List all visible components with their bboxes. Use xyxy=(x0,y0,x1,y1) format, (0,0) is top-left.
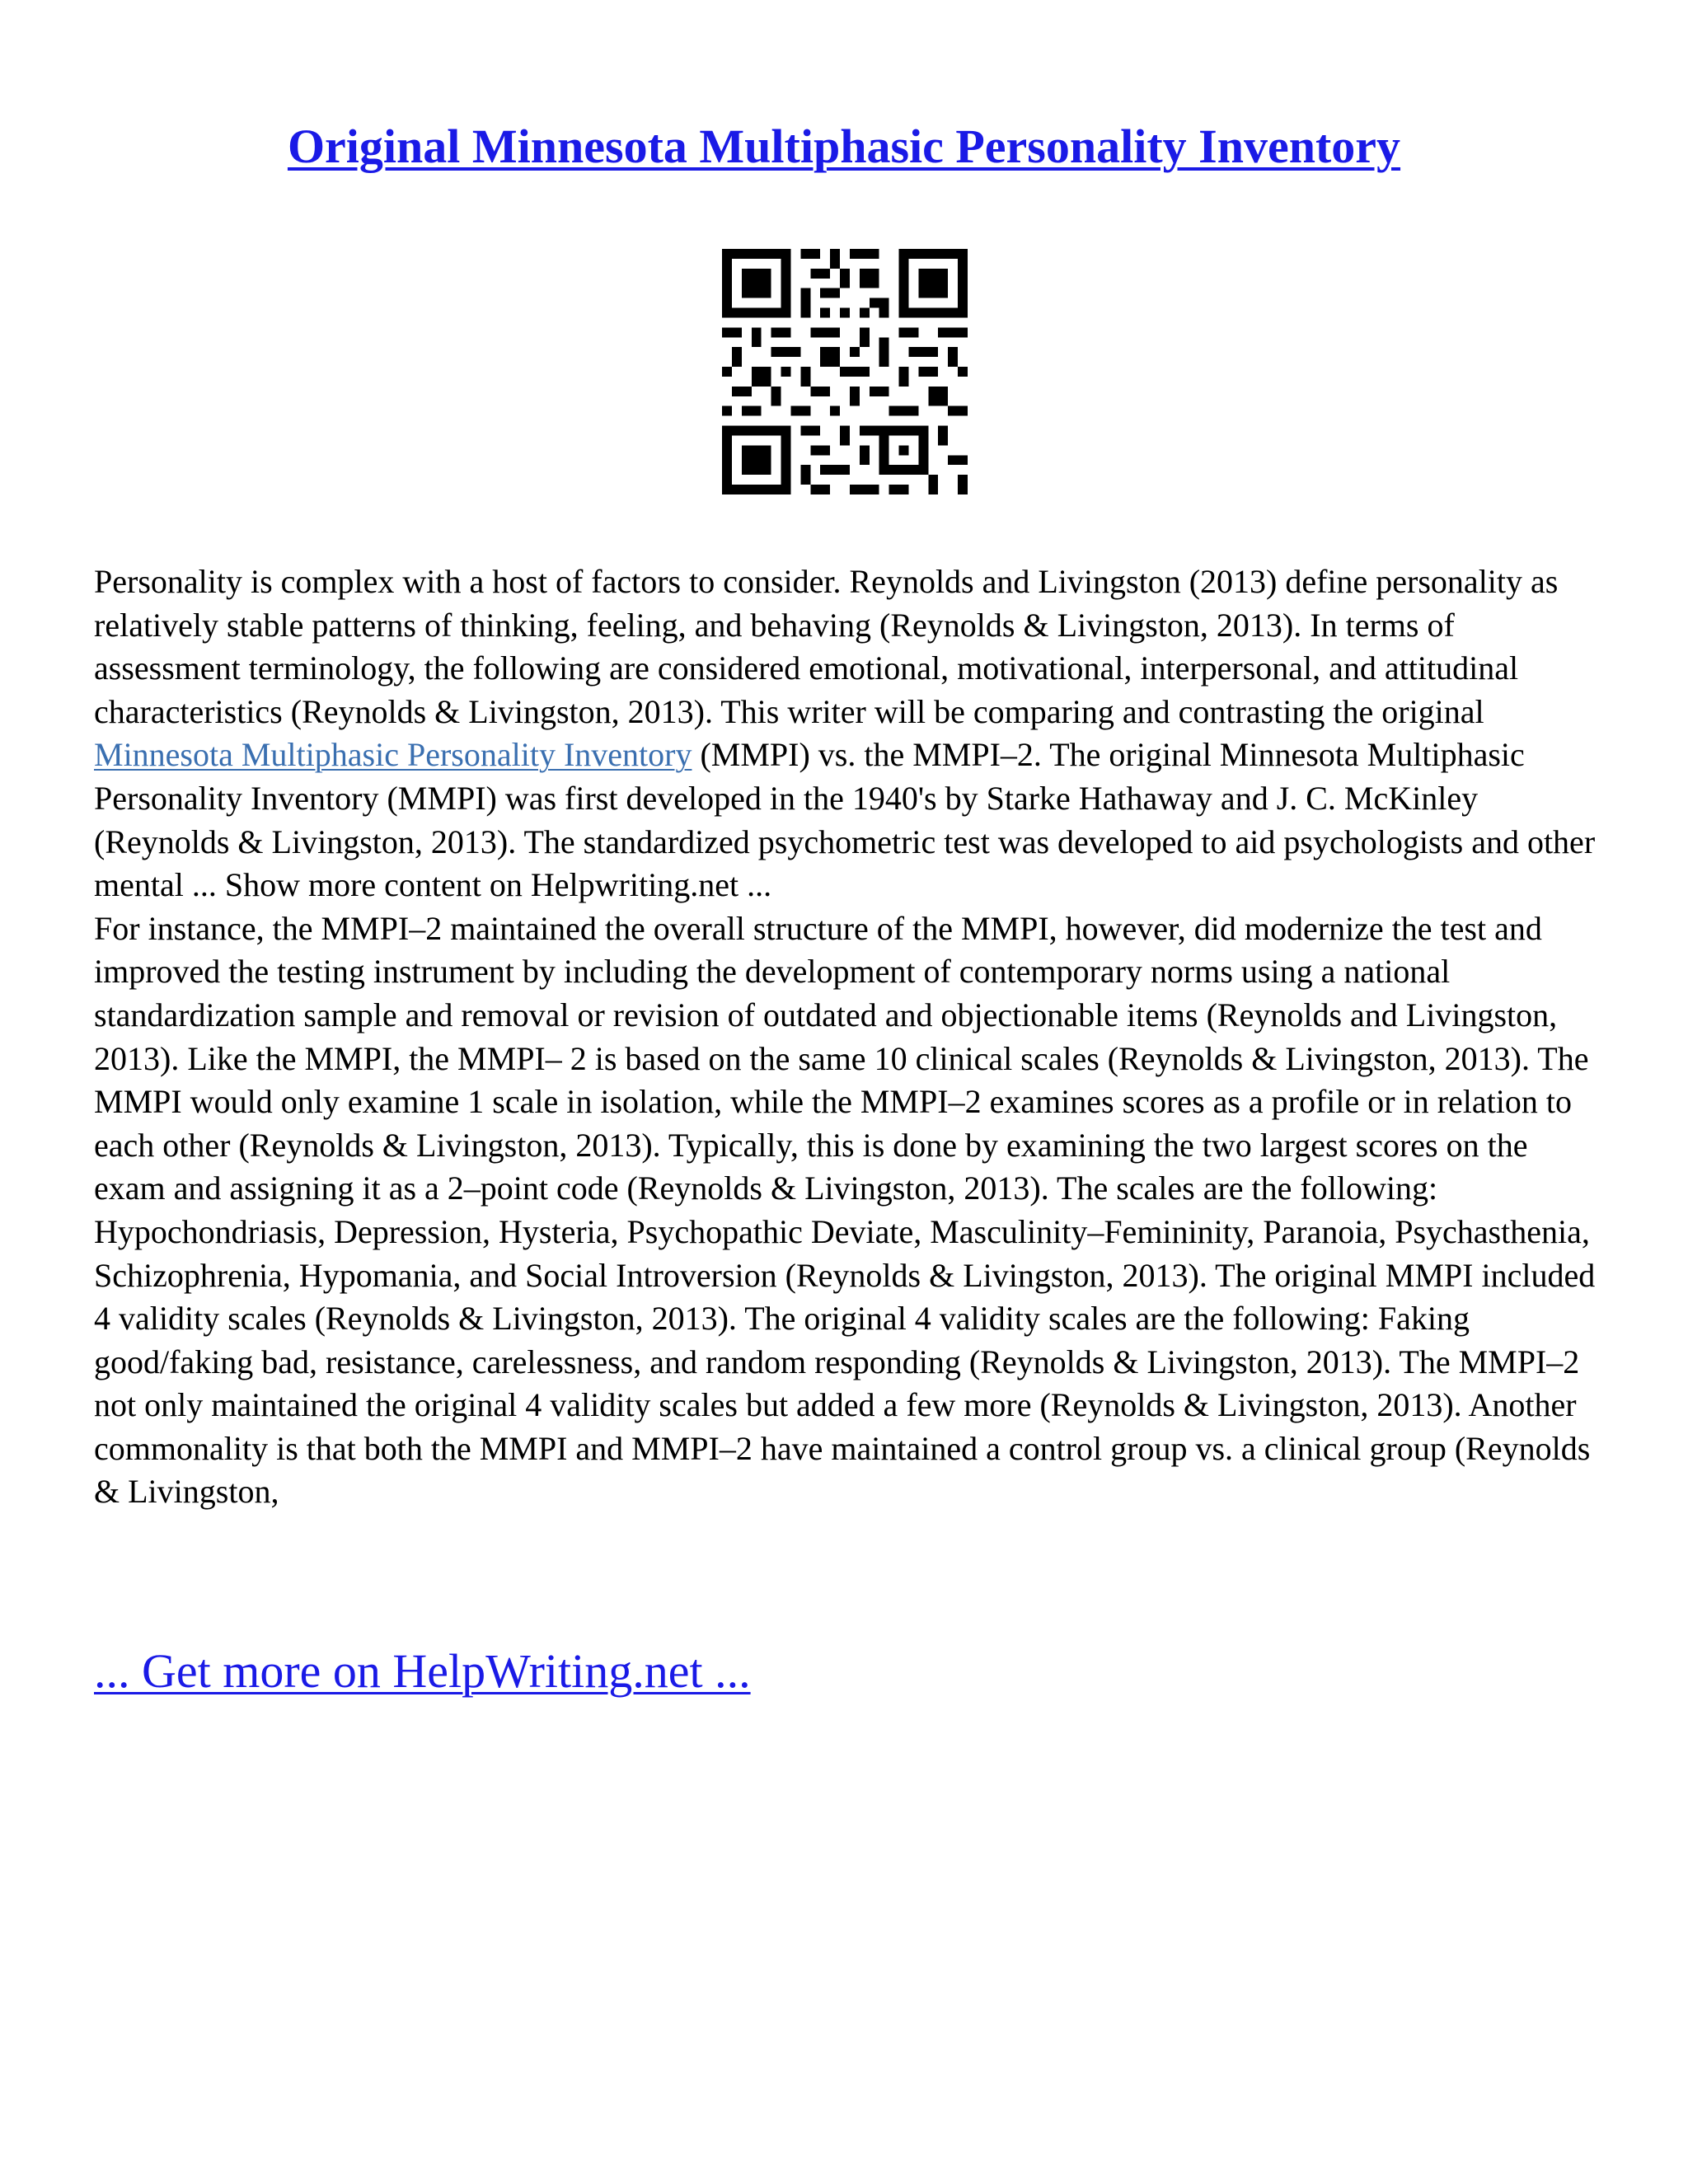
paragraph-2: For instance, the MMPI–2 maintained the overall structure of the MMPI, however, did modernize the test and improved the testing instrument by including the development of contemporary norms using a national standardization sample and removal or revision of outdated and objectionable items (Reynolds and Livingston, 2013). Like the MMPI, the MMPI– 2 is based on the same 10 clinical scales (Reynolds & Livingston, 2013). The MMPI would only examine 1 scale in isolation, while the MMPI–2 examines scores as a profile or in relation to each other (Reynolds & Livingston, 2013). Typically, this is done by examining the two largest scores on the exam and assigning it as a 2–point code (Reynolds & Livingston, 2013). The scales are the following: Hypochondriasis, Depression, Hysteria, Psychopathic Deviate, Masculinity–Femininity, Paranoia, Psychasthenia, Schizophrenia, Hypomania, and Social Introversion (Reynolds & Livingston, 2013). The original MMPI included 4 validity scales (Reynolds & Livingston, 2013). The original 4 validity scales are the following: Faking good/faking bad, resistance, carelessness, and random responding (Reynolds & Livingston, 2013). The MMPI–2 not only maintained the original 4 validity scales but added a few more (Reynolds & Livingston, 2013). Another commonality is that both the MMPI and MMPI–2 have maintained a control group vs. a clinical group (Reynolds & Livingston, xyxy=(94,909,1596,1511)
paragraph-1 xyxy=(94,560,1602,907)
paragraph-1-text-end: (MMPI) vs. the MMPI–2. The original Minnesota Multiphasic Personality Inventory (MMPI) was first developed in the 1940's by Starke Hathaway and J. C. McKinley (Reynolds & Livingston, 2013). The standardized psychometric test was developed to aid psychologists and other mental ... Show more content on Helpwriting.net ... xyxy=(94,736,1596,904)
page-title xyxy=(0,114,1688,180)
title-link[interactable]: Original Minnesota Multiphasic Personality Inventory xyxy=(287,120,1401,173)
paragraph-1-text-start: Personality is complex with a host of factors to consider. Reynolds and Livingston (2013) define personality as relatively stable patterns of thinking, feeling, and behaving (Reynolds & Livingston, 2013). In terms of assessment terminology, the following are considered emotional, motivational, interpersonal, and attitudinal characteristics (Reynolds & Livingston, 2013). This writer will be comparing and contrasting the original xyxy=(94,563,1559,730)
get-more-link-container xyxy=(94,1640,751,1703)
mmpi-inline-link[interactable]: Minnesota Multiphasic Personality Inventory xyxy=(94,736,692,774)
qr-code-icon xyxy=(722,249,968,494)
get-more-link[interactable]: ... Get more on HelpWriting.net ... xyxy=(94,1644,751,1698)
article-body xyxy=(94,560,1602,1514)
